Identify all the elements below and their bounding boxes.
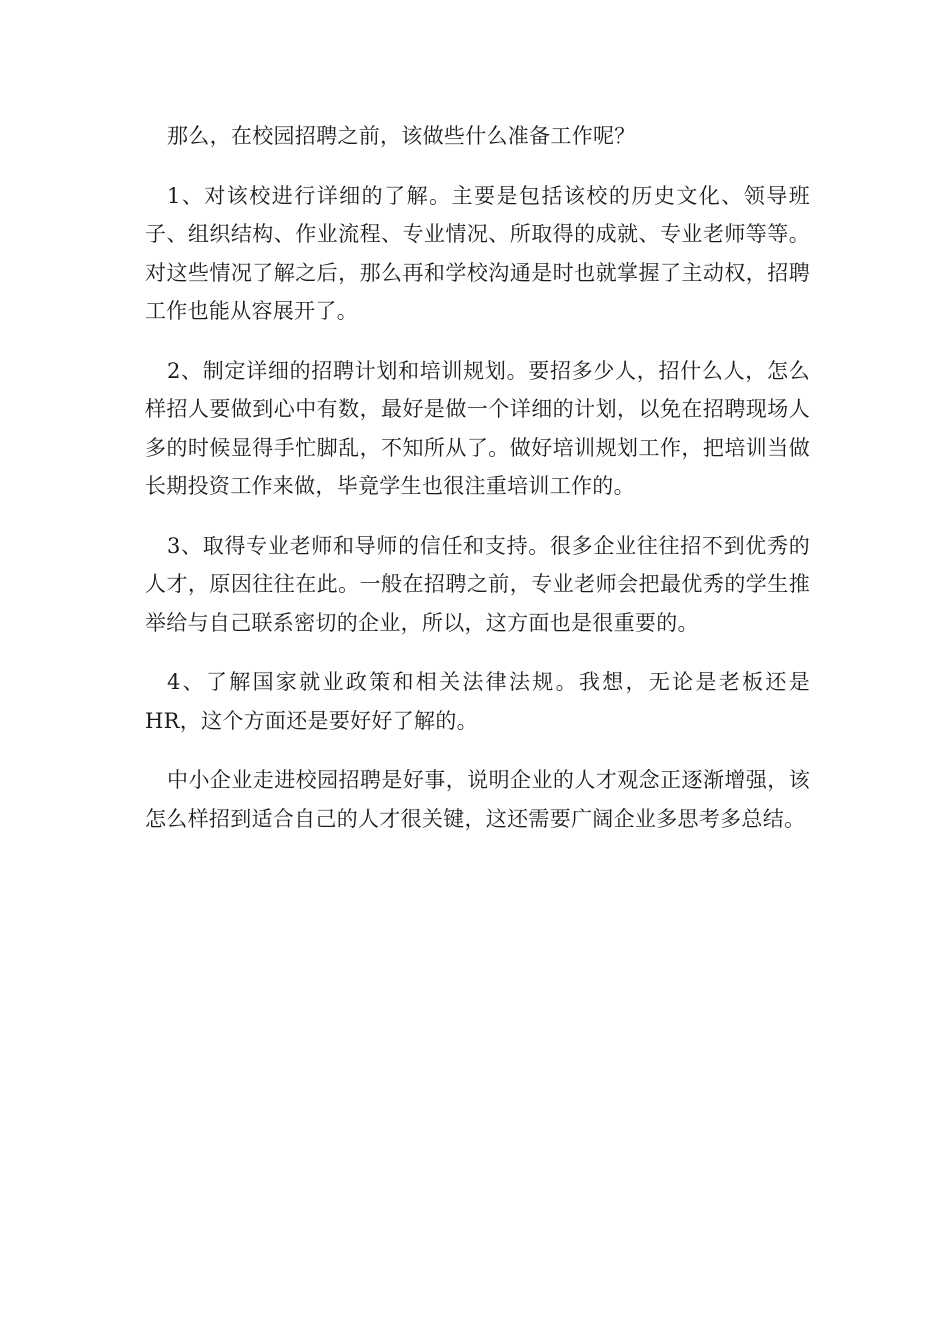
paragraph-item-3: 3、取得专业老师和导师的信任和支持。很多企业往往招不到优秀的人才，原因往往在此。一般在招聘之前，专业老师会把最优秀的学生推举给与自己联系密切的企业，所以，这方面也是很重要的。 xyxy=(145,533,810,635)
paragraph-intro: 那么，在校园招聘之前，该做些什么准备工作呢？ xyxy=(167,124,636,148)
document-body xyxy=(145,117,810,859)
paragraph-item-2: 2、制定详细的招聘计划和培训规划。要招多少人，招什么人，怎么样招人要做到心中有数，最好是做一个详细的计划，以免在招聘现场人多的时候显得手忙脚乱，不知所从了。做好培训规划工作，把培训当做长期投资工作来做，毕竟学生也很注重培训工作的。 xyxy=(145,358,810,498)
paragraph-conclusion: 中小企业走进校园招聘是好事，说明企业的人才观念正逐渐增强，该怎么样招到适合自己的人才很关键，这还需要广阔企业多思考多总结。 xyxy=(145,768,810,831)
paragraph-item-1: 1、对该校进行详细的了解。主要是包括该校的历史文化、领导班子、组织结构、作业流程、专业情况、所取得的成就、专业老师等等。对这些情况了解之后，那么再和学校沟通是时也就掌握了主动权，招聘工作也能从容展开了。 xyxy=(145,183,810,323)
paragraph-item-4: 4、了解国家就业政策和相关法律法规。我想，无论是老板还是HR，这个方面还是要好好了解的。 xyxy=(145,670,810,733)
